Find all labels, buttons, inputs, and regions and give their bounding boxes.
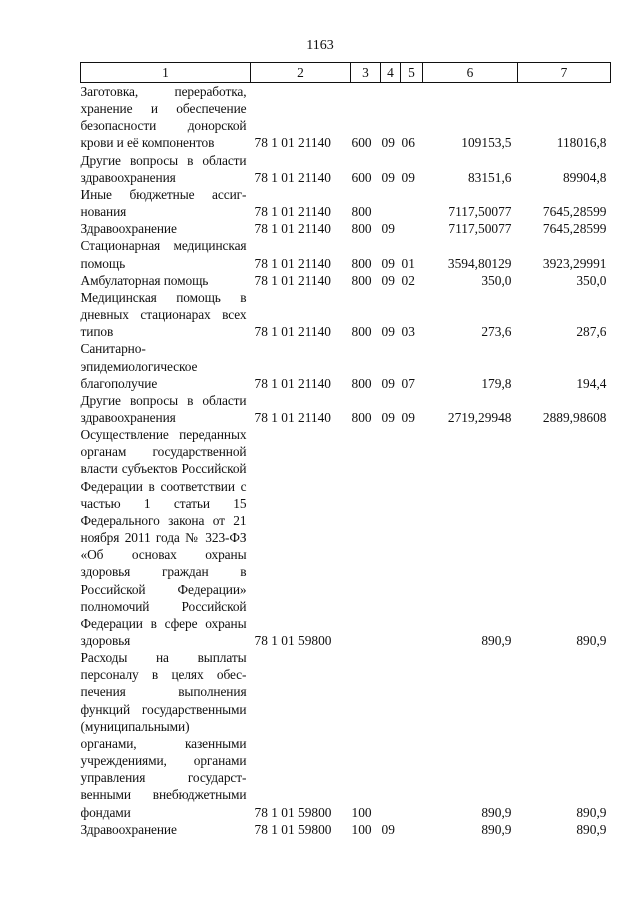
expense-type: 800 xyxy=(351,221,372,237)
amount-year-2: 7645,28599 xyxy=(542,221,607,237)
table-row xyxy=(81,289,611,340)
section-code: 09 xyxy=(381,409,395,425)
expense-type: 800 xyxy=(351,255,372,271)
item-name: Другие вопросы в области здравоохранения xyxy=(80,152,247,185)
amount-year-1: 3594,80129 xyxy=(447,255,512,271)
expense-type: 100 xyxy=(351,821,372,837)
target-code: 78 1 01 21140 xyxy=(254,272,331,288)
target-code: 78 1 01 21140 xyxy=(254,221,331,237)
item-name: Амбулаторная помощь xyxy=(80,272,209,288)
section-code: 09 xyxy=(381,272,395,288)
table-row xyxy=(81,83,611,152)
table-body xyxy=(81,83,611,838)
amount-year-2: 287,6 xyxy=(576,324,607,340)
expense-type: 800 xyxy=(351,272,372,288)
amount-year-2: 890,9 xyxy=(576,633,607,648)
amount-year-1: 273,6 xyxy=(481,324,512,340)
item-name: Санитарно-эпидемиологическое благополучие xyxy=(80,341,198,391)
amount-year-2: 194,4 xyxy=(576,375,607,391)
table-row xyxy=(81,426,611,649)
item-name: Здравоохранение xyxy=(80,221,177,237)
section-code xyxy=(381,649,401,821)
item-name: Здравоохранение xyxy=(80,821,177,837)
target-code: 78 1 01 59800 xyxy=(254,633,332,648)
subsection-code xyxy=(401,821,423,838)
amount-year-1: 890,9 xyxy=(481,821,512,837)
subsection-code xyxy=(401,649,423,821)
amount-year-1: 179,8 xyxy=(481,375,512,391)
subsection-code xyxy=(401,426,423,649)
section-code: 09 xyxy=(381,821,395,837)
section-code: 09 xyxy=(381,375,395,391)
item-name: Заготовка, переработка, хранение и обеспечение безопасности донорской крови и её компонентов xyxy=(80,84,247,151)
header-col-4: 4 xyxy=(381,63,401,83)
subsection-code: 02 xyxy=(401,272,415,288)
table-row xyxy=(81,220,611,237)
amount-year-1: 7117,50077 xyxy=(448,221,512,237)
subsection-code: 09 xyxy=(401,409,415,425)
section-code: 09 xyxy=(381,324,395,340)
table-row xyxy=(81,237,611,271)
expense-type: 800 xyxy=(351,324,372,340)
section-code xyxy=(381,186,401,220)
expense-type: 800 xyxy=(351,409,372,425)
amount-year-2: 350,0 xyxy=(576,272,607,288)
expense-type xyxy=(351,426,381,649)
header-col-7: 7 xyxy=(518,63,611,83)
subsection-code xyxy=(401,186,423,220)
target-code: 78 1 01 59800 xyxy=(254,821,332,837)
item-name: Расходы на выплаты персоналу в целях обеспечения выполнения функций государственными (муниципальными) органами, казенными учреждениями, органами управления государственными внебюджетными фондами xyxy=(80,650,247,820)
target-code: 78 1 01 21140 xyxy=(254,375,331,391)
table-row xyxy=(81,272,611,289)
target-code: 78 1 01 21140 xyxy=(254,324,331,340)
budget-table xyxy=(80,62,611,838)
table-row xyxy=(81,821,611,838)
amount-year-1: 7117,50077 xyxy=(448,204,512,220)
item-name: Стационарная медицинская помощь xyxy=(80,238,247,271)
subsection-code: 03 xyxy=(401,324,415,340)
amount-year-2: 118016,8 xyxy=(556,135,607,151)
target-code: 78 1 01 21140 xyxy=(254,169,331,185)
table-row xyxy=(81,392,611,426)
amount-year-2: 2889,98608 xyxy=(542,409,607,425)
amount-year-1: 890,9 xyxy=(481,633,512,648)
expense-type: 600 xyxy=(351,135,372,151)
target-code: 78 1 01 21140 xyxy=(254,135,331,151)
subsection-code xyxy=(401,220,423,237)
subsection-code: 07 xyxy=(401,375,415,391)
table-row xyxy=(81,152,611,186)
amount-year-1: 2719,29948 xyxy=(447,409,512,425)
amount-year-1: 83151,6 xyxy=(467,169,512,185)
target-code: 78 1 01 21140 xyxy=(254,204,331,220)
amount-year-2: 7645,28599 xyxy=(542,204,607,220)
expense-type: 800 xyxy=(351,375,372,391)
expense-type: 100 xyxy=(351,804,372,820)
section-code xyxy=(381,426,401,649)
amount-year-2: 3923,29991 xyxy=(542,255,607,271)
table-row xyxy=(81,340,611,391)
section-code: 09 xyxy=(381,255,395,271)
table-row xyxy=(81,649,611,821)
table-row xyxy=(81,186,611,220)
amount-year-1: 109153,5 xyxy=(461,135,512,151)
amount-year-2: 890,9 xyxy=(576,821,607,837)
section-code: 09 xyxy=(381,169,395,185)
header-col-6: 6 xyxy=(423,63,518,83)
section-code: 09 xyxy=(381,135,395,151)
subsection-code: 01 xyxy=(401,255,415,271)
header-col-5: 5 xyxy=(401,63,423,83)
item-name: Медицинская помощь в дневных стационарах всех типов xyxy=(80,289,247,340)
amount-year-1: 890,9 xyxy=(481,804,512,820)
target-code: 78 1 01 21140 xyxy=(254,255,331,271)
target-code: 78 1 01 21140 xyxy=(254,409,331,425)
amount-year-2: 89904,8 xyxy=(562,169,607,185)
header-col-1: 1 xyxy=(81,63,251,83)
table-header xyxy=(81,63,611,83)
header-col-2: 2 xyxy=(251,63,351,83)
header-col-3: 3 xyxy=(351,63,381,83)
target-code: 78 1 01 59800 xyxy=(254,804,332,820)
subsection-code: 06 xyxy=(401,135,415,151)
section-code: 09 xyxy=(381,221,395,237)
item-name: Осуществление переданных органам государственной власти субъектов Российской Федерации в соответствии с частью 1 статьи 15 Федерального закона от 21 ноября 2011 года № 323-ФЗ «Об основах охраны здоровья граждан в Российской Федерации» полномочий Российской Федерации в сфере охраны здоровья xyxy=(80,427,247,648)
amount-year-2: 890,9 xyxy=(576,804,607,820)
item-name: Иные бюджетные ассигнования xyxy=(80,186,247,220)
expense-type: 600 xyxy=(351,169,372,185)
amount-year-1: 350,0 xyxy=(481,272,512,288)
item-name: Другие вопросы в области здравоохранения xyxy=(80,392,247,425)
expense-type: 800 xyxy=(351,204,372,220)
subsection-code: 09 xyxy=(401,169,415,185)
page-number: 1163 xyxy=(306,38,334,53)
